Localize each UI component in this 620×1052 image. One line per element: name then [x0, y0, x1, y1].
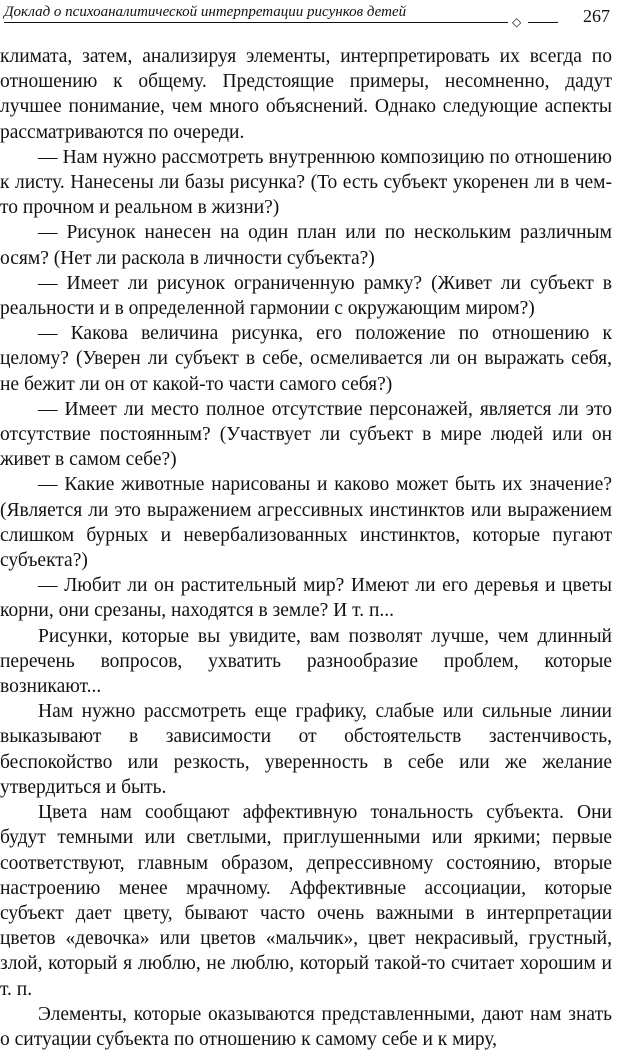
running-header	[4, 2, 616, 30]
header-rule-right	[528, 22, 558, 23]
paragraph: — Какие животные нарисованы и каково может быть их значение? (Является ли это выражением агрессивных инстинктов или выражением слишком бурных и невербализованных инстинктов, которые пугают субъекта?)	[0, 474, 612, 572]
paragraph: — Любит ли он растительный мир? Имеют ли его деревья и цветы корни, они срезаны, находятся в земле? И т. п...	[0, 575, 612, 622]
body-text	[0, 44, 612, 1052]
paragraph: — Рисунок нанесен на один план или по нескольким различным осям? (Нет ли раскола в личности субъекта?)	[0, 222, 612, 269]
paragraph: Элементы, которые оказываются представленными, дают нам знать о ситуации субъекта по отношению к самому себе и к миру,	[0, 1003, 612, 1050]
paragraph: — Имеет ли место полное отсутствие персонажей, является ли это отсутствие постоянным? (Участвует ли субъект в мире людей или он живет в самом себе?)	[0, 398, 612, 471]
paragraph: — Нам нужно рассмотреть внутреннюю композицию по отношению к листу. Нанесены ли базы рисунка? (То есть субъект укоренен ли в чем-то прочном и реальном в жизни?)	[0, 146, 612, 219]
paragraph: — Какова величина рисунка, его положение по отношению к целому? (Уверен ли субъект в себе, осмеливается ли он выражать себя, не бежит ли он от какой-то части самого себя?)	[0, 323, 612, 395]
header-rule-left	[4, 22, 508, 23]
paragraph: климата, затем, анализируя элементы, интерпретировать их всегда по отношению к общему. Предстоящие примеры, несомненно, дадут лучшее понимание, чем много объяснений. Однако следующие аспекты рассматриваются по очереди.	[0, 46, 612, 143]
paragraph: Нам нужно рассмотреть еще графику, слабые или сильные линии выказывают в зависимости от обстоятельств застенчивость, беспокойство или резкость, уверенность в себе или же желание утвердиться и быть.	[0, 701, 612, 798]
paragraph: Цвета нам сообщают аффективную тональность субъекта. Они будут темными или светлыми, приглушенными или яркими; первые соответствуют, главным образом, депрессивному состоянию, вторые настроению менее мрачному. Аффективные ассоциации, которые субъект дает цвету, бывают часто очень важными в интерпретации цветов «девочка» или цветов «мальчик», цвет некрасивый, грустный, злой, который я люблю, не люблю, который такой-то считает хорошим и т. п.	[0, 802, 612, 1000]
running-title: Доклад о психоаналитической интерпретации рисунков детей	[4, 4, 407, 20]
paragraph: Рисунки, которые вы увидите, вам позволят лучше, чем длинный перечень вопросов, ухватить разнообразие проблем, которые возникают...	[0, 625, 612, 698]
diamond-ornament-icon: ◇	[512, 15, 522, 29]
page-number: 267	[583, 6, 610, 26]
paragraph: — Имеет ли рисунок ограниченную рамку? (Живет ли субъект в реальности и в определенной гармонии с окружающим миром?)	[0, 272, 612, 320]
